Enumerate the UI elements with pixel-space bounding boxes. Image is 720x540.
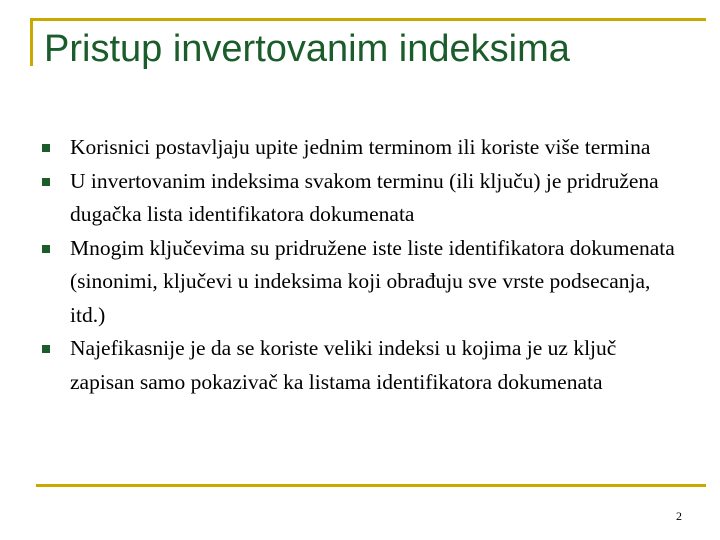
slide-title: Pristup invertovanim indeksima [44, 28, 570, 70]
bullet-item [42, 131, 682, 165]
bullet-item [42, 232, 682, 333]
bullet-list [42, 131, 682, 399]
square-bullet-icon [42, 345, 50, 353]
square-bullet-icon [42, 245, 50, 253]
bullet-item [42, 332, 682, 399]
bullet-text: Mnogim ključevima su pridružene iste liste identifikatora dokumenata (sinonimi, ključevi u indeksima koji obrađuju sve vrste podsecanja, itd.) [70, 235, 675, 327]
page-number: 2 [676, 509, 682, 523]
bullet-text: Korisnici postavljaju upite jednim terminom ili koriste više termina [70, 135, 651, 159]
bottom-rule [36, 484, 706, 487]
square-bullet-icon [42, 144, 50, 152]
left-rule [30, 18, 33, 66]
square-bullet-icon [42, 178, 50, 186]
bullet-text: U invertovanim indeksima svakom terminu (ili ključu) je pridružena dugačka lista identifikatora dokumenata [70, 168, 659, 226]
bullet-text: Najefikasnije je da se koriste veliki indeksi u kojima je uz ključ zapisan samo pokazivač ka listama identifikatora dokumenata [70, 336, 617, 394]
bullet-item [42, 165, 682, 232]
top-rule [30, 18, 706, 21]
